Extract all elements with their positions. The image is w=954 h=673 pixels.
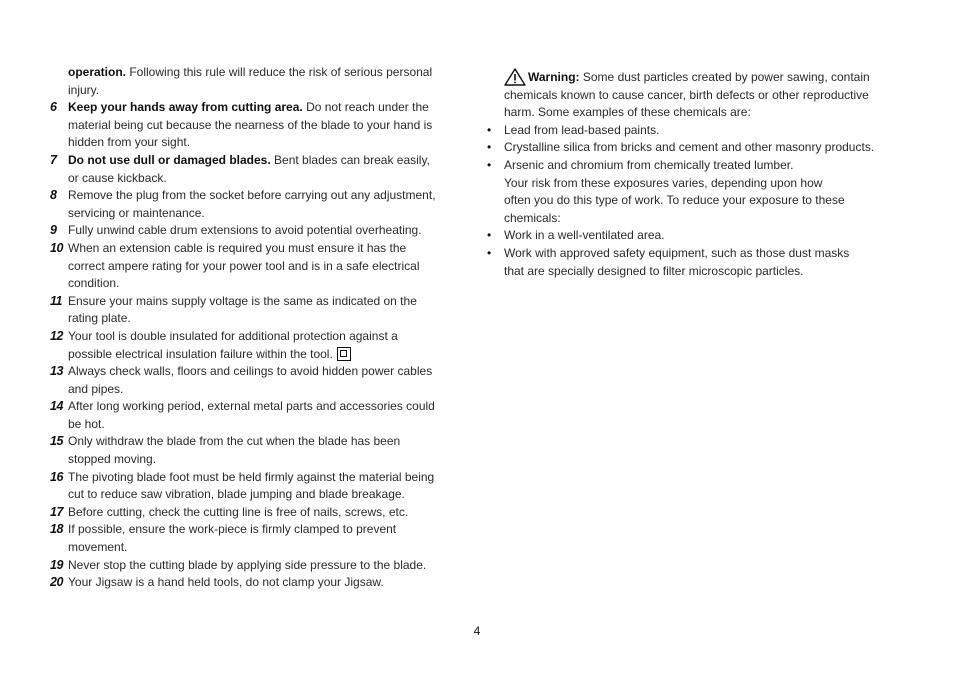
rule-text: correct ampere rating for your power tool and is in a safe electrical [68, 258, 420, 273]
rule-number: 20 [50, 575, 63, 590]
rule-number: 14 [50, 399, 63, 414]
page-number: 4 [473, 624, 481, 638]
list-item-text: Work with approved safety equipment, such as those dust masks [504, 245, 850, 260]
rule-item-10 [50, 240, 455, 293]
bullet-icon: • [487, 228, 492, 243]
rule-bold: Do not use dull or damaged blades. [68, 152, 271, 167]
rule-item-14 [50, 398, 455, 433]
paragraph-text: often you do this type of work. To reduce your exposure to these [504, 193, 845, 208]
rule-number: 10 [50, 240, 63, 255]
rule-bold: Keep your hands away from cutting area. [68, 100, 303, 115]
rule-text: Never stop the cutting blade by applying side pressure to the blade. [68, 557, 427, 572]
rule-number: 18 [50, 522, 63, 537]
list-item [487, 122, 897, 140]
rule-number: 11 [50, 293, 62, 308]
rule-number: 8 [50, 188, 57, 203]
rule-item-16 [50, 469, 455, 504]
bullet-icon: • [487, 157, 492, 172]
list-item-text: Crystalline silica from bricks and cement and other masonry products. [504, 140, 875, 155]
rule-item-17 [50, 504, 455, 522]
rule-number: 6 [50, 100, 57, 115]
warning-paragraph [487, 69, 897, 122]
rule-item-7 [50, 152, 455, 187]
rule-text: Only withdraw the blade from the cut when the blade has been [68, 434, 401, 449]
intro-bold: operation. [68, 65, 127, 79]
rule-text: material being cut because the nearness of the blade to your hand is [68, 117, 433, 132]
rule-number: 9 [50, 223, 57, 238]
rule-text: Ensure your mains supply voltage is the same as indicated on the [68, 293, 417, 308]
bullet-icon: • [487, 245, 492, 260]
rule-text: rating plate. [68, 311, 131, 326]
rule-item-12 [50, 328, 455, 363]
rule-text: and pipes. [68, 381, 124, 396]
rule-text: Before cutting, check the cutting line is free of nails, screws, etc. [68, 504, 409, 519]
rule-item-13 [50, 363, 455, 398]
right-column [487, 69, 897, 280]
warning-triangle-icon [504, 68, 526, 86]
rule-text: condition. [68, 276, 120, 291]
rule-text: possible electrical insulation failure within the tool. [68, 346, 333, 361]
rule-item-19 [50, 557, 455, 575]
rule-text: stopped moving. [68, 452, 157, 467]
paragraph-text: chemicals: [504, 210, 561, 225]
exposure-paragraph [487, 175, 897, 228]
rule-text: cut to reduce saw vibration, blade jumping and blade breakage. [68, 487, 405, 502]
bullet-icon: • [487, 140, 492, 155]
rule-number: 16 [50, 469, 63, 484]
warning-text: chemicals known to cause cancer, birth defects or other reproductive [504, 87, 869, 102]
rule-text: movement. [68, 540, 128, 555]
double-insulation-icon [337, 347, 351, 361]
rule-text: be hot. [68, 416, 105, 431]
list-item [487, 157, 897, 175]
rule-number: 15 [50, 434, 63, 449]
rule-text: If possible, ensure the work-piece is firmly clamped to prevent [68, 522, 397, 537]
rule-item-6 [50, 99, 455, 152]
rule-number: 13 [50, 364, 63, 379]
rule-number: 7 [50, 152, 57, 167]
rule-number: 17 [50, 504, 63, 519]
rule-text: Fully unwind cable drum extensions to avoid potential overheating. [68, 223, 422, 238]
bullet-icon: • [487, 122, 492, 137]
rule-text: The pivoting blade foot must be held firmly against the material being [68, 469, 435, 484]
rule-item-20 [50, 574, 455, 592]
rule-item-11 [50, 293, 455, 328]
rule-text: Do not reach under the [302, 100, 429, 115]
rule-text: Your tool is double insulated for additional protection against a [68, 328, 398, 343]
rule-number: 12 [50, 328, 63, 343]
rule-text: When an extension cable is required you must ensure it has the [68, 240, 407, 255]
list-item [487, 245, 897, 280]
rule-item-9 [50, 222, 455, 240]
intro-paragraph [50, 64, 455, 99]
rule-text: Remove the plug from the socket before carrying out any adjustment, [68, 188, 436, 203]
rule-item-15 [50, 433, 455, 468]
rule-text: hidden from your sight. [68, 135, 191, 150]
intro-text: Following this rule will reduce the risk of serious personal [126, 65, 433, 79]
list-item-text: Work in a well-ventilated area. [504, 228, 665, 243]
rule-text: Bent blades can break easily, [270, 152, 430, 167]
rule-text: Always check walls, floors and ceilings to avoid hidden power cables [68, 364, 433, 379]
list-item-text: Arsenic and chromium from chemically treated lumber. [504, 157, 794, 172]
rule-text: After long working period, external metal parts and accessories could [68, 399, 435, 414]
rule-item-18 [50, 521, 455, 556]
intro-cont: injury. [68, 82, 100, 97]
list-item [487, 139, 897, 157]
list-item-text: that are specially designed to filter microscopic particles. [504, 263, 804, 278]
rule-text: servicing or maintenance. [68, 205, 205, 220]
rule-text: Your Jigsaw is a hand held tools, do not clamp your Jigsaw. [68, 575, 384, 590]
list-item-text: Lead from lead-based paints. [504, 122, 660, 137]
rule-number: 19 [50, 557, 63, 572]
paragraph-text: Your risk from these exposures varies, depending upon how [504, 175, 823, 190]
rule-item-8 [50, 187, 455, 222]
warning-label: Warning: [528, 70, 580, 84]
left-column [50, 64, 455, 592]
rule-text: or cause kickback. [68, 170, 167, 185]
list-item [487, 227, 897, 245]
warning-text: Some dust particles created by power sawing, contain [579, 70, 870, 84]
warning-text: harm. Some examples of these chemicals are: [504, 105, 751, 120]
